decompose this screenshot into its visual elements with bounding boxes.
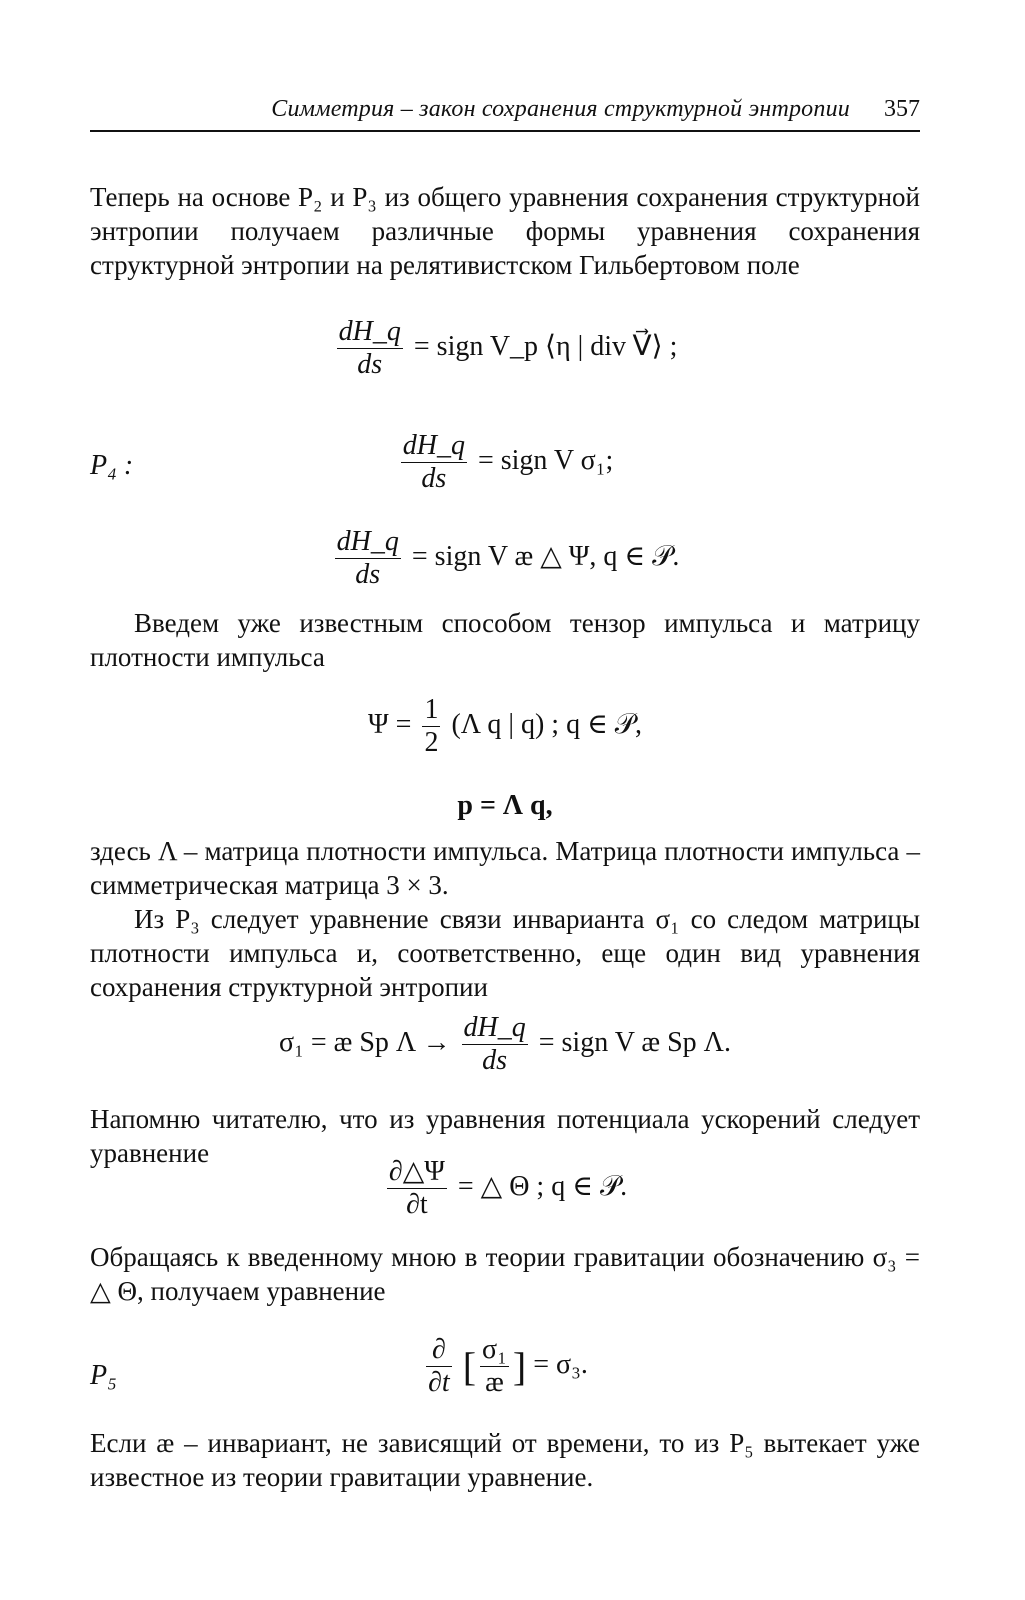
equation-4: Ψ = $\frac{1}{2}$ (Λ q | q) ; q ∈ 𝒫, xyxy=(368,694,642,758)
equation-3-rhs: = sign V æ △ Ψ, q ∈ 𝒫. xyxy=(411,540,680,572)
paragraph-sigma1: Из P₃ следует уравнение связи инварианта σ₁ со следом матрицы плотности импульса и, соответственно, еще один вид уравнения сохранения структурной энтропии xyxy=(90,904,920,1002)
paragraph-potential: Напомню читателю, что из уравнения потенциала ускорений следует уравнение xyxy=(90,1104,920,1168)
label-p5: P₅ xyxy=(90,1360,117,1391)
fraction-dhq-ds: $\frac{dH\_q}{ds}$ xyxy=(463,1012,526,1076)
paragraph-conclusion: Если æ – инвариант, не зависящий от времени, то из P₅ вытекает уже известное из теории гравитации уравнение. xyxy=(90,1428,920,1492)
fraction-dhq-ds: $\frac{dH\_q}{ds}$ xyxy=(338,316,401,380)
equation-8: $\frac{\partial}{\partial t}$ [ $\frac{\text{σ₁}}{æ}$ ] = σ₃. xyxy=(428,1334,588,1398)
equation-3 xyxy=(90,526,920,591)
fraction-dpsi-dt: $\frac{\partial\triangle\Psi}{\partial t}$ xyxy=(388,1156,445,1220)
page-number: 357 xyxy=(884,96,920,122)
fraction-sigma1-ae: $\frac{\text{σ₁}}{æ}$ xyxy=(482,1334,507,1398)
paragraph-intro: Теперь на основе P₂ и P₃ из общего уравнения сохранения структурной энтропии получаем различные формы уравнения сохранения структурной энтропии на релятивистском Гильбертовом поле xyxy=(90,182,920,280)
paragraph-lambda: здесь Λ – матрица плотности импульса. Матрица плотности импульса – симметрическая матрица 3 × 3. xyxy=(90,836,920,900)
fraction-partial-dt: $\frac{\partial}{\partial t}$ xyxy=(428,1334,450,1398)
fraction-dhq-ds: $\frac{dH\_q}{ds}$ xyxy=(336,526,399,590)
label-p4: P₄ : xyxy=(90,450,134,481)
equation-1 xyxy=(90,316,920,381)
equation-2-rhs: = sign V σ₁; xyxy=(477,444,614,476)
equation-1-rhs: = sign V_p ⟨η | div V⃗⟩ ; xyxy=(413,330,678,362)
running-header xyxy=(90,90,920,132)
paragraph-momentum: Введем уже известным способом тензор импульса и матрицу плотности импульса xyxy=(90,608,920,672)
fraction-dhq-ds: $\frac{dH\_q}{ds}$ xyxy=(402,430,465,494)
equation-7: $\frac{\partial\triangle\Psi}{\partial t}$ = △ Θ ; q ∈ 𝒫. xyxy=(388,1156,628,1220)
equation-5: p = Λ q, xyxy=(457,790,553,821)
equation-6: σ₁ = æ Sp Λ → $\frac{dH\_q}{ds}$ = sign V æ Sp Λ. xyxy=(279,1012,731,1076)
fraction-one-half: $\frac{1}{2}$ xyxy=(424,694,439,758)
paragraph-gravity: Обращаясь к введенному мною в теории гравитации обозначению σ₃ = △ Θ, получаем уравнение xyxy=(90,1242,920,1306)
equation-2 xyxy=(90,430,920,495)
running-title: Симметрия – закон сохранения структурной энтропии xyxy=(271,96,850,122)
